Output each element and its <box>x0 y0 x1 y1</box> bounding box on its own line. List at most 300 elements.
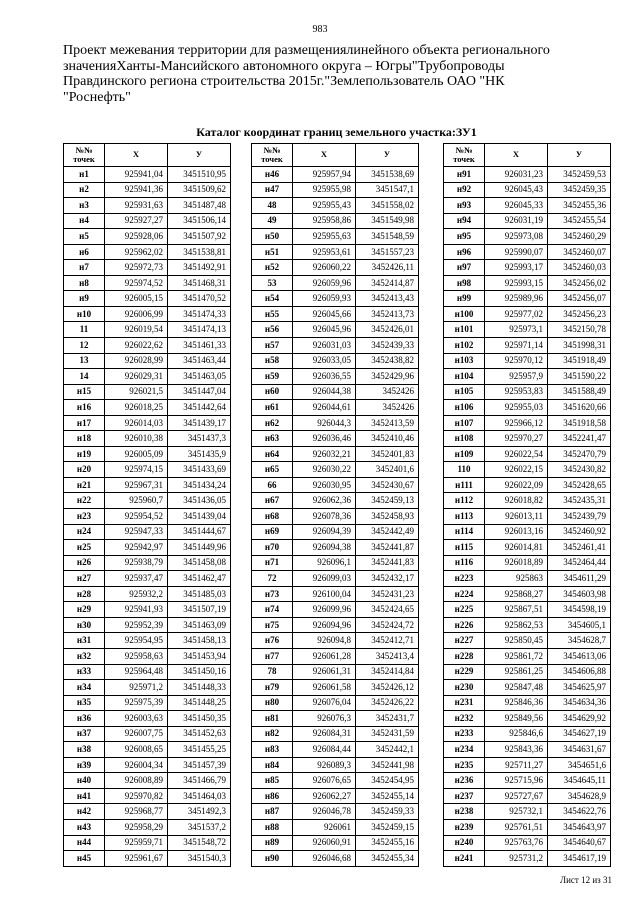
table-row <box>252 338 419 354</box>
point-id-cell: н16 <box>64 400 105 416</box>
y-coordinate-cell: 3452432,17 <box>356 571 419 587</box>
table-row <box>444 788 611 804</box>
point-id-cell: н21 <box>64 477 105 493</box>
x-coordinate-cell: 925958,29 <box>105 819 168 835</box>
header-points-line1: №№ <box>455 144 473 155</box>
title-line: Правдинского региона строительства 2015г."Землепользователь ОАО "НК <box>63 74 505 90</box>
point-id-cell: н241 <box>444 851 485 867</box>
y-coordinate-cell: 3451538,81 <box>168 244 231 260</box>
x-coordinate-cell: 925952,39 <box>105 617 168 633</box>
y-coordinate-cell: 3451458,13 <box>168 633 231 649</box>
table-row <box>64 757 231 773</box>
y-coordinate-cell: 3451436,05 <box>168 493 231 509</box>
x-coordinate-cell: 926032,21 <box>293 446 356 462</box>
point-id-cell: н64 <box>252 446 293 462</box>
header-points-line2: точек <box>453 154 475 164</box>
x-coordinate-cell: 926022,15 <box>485 462 548 478</box>
point-id-cell: н95 <box>444 229 485 245</box>
y-coordinate-cell: 3452439,79 <box>548 509 611 525</box>
y-coordinate-cell: 3451474,13 <box>168 322 231 338</box>
y-coordinate-cell: 3451450,35 <box>168 711 231 727</box>
x-coordinate-cell: 925846,6 <box>485 726 548 742</box>
table-row <box>64 167 231 183</box>
table-row <box>64 493 231 509</box>
y-coordinate-cell: 3452426 <box>356 384 419 400</box>
point-id-cell: н227 <box>444 633 485 649</box>
y-coordinate-cell: 3451548,72 <box>168 835 231 851</box>
table-row <box>64 851 231 867</box>
point-id-cell: н46 <box>252 167 293 183</box>
y-coordinate-cell: 3454605,1 <box>548 617 611 633</box>
y-coordinate-cell: 3451509,62 <box>168 182 231 198</box>
y-coordinate-cell: 3452410,46 <box>356 431 419 447</box>
point-id-cell: 14 <box>64 369 105 385</box>
x-coordinate-cell: 926036,55 <box>293 369 356 385</box>
x-coordinate-cell: 925959,71 <box>105 835 168 851</box>
x-coordinate-cell: 926022,54 <box>485 446 548 462</box>
x-coordinate-cell: 926022,09 <box>485 477 548 493</box>
point-id-cell: н31 <box>64 633 105 649</box>
y-coordinate-cell: 3454645,11 <box>548 773 611 789</box>
x-coordinate-cell: 925974,52 <box>105 275 168 291</box>
y-coordinate-cell: 3454643,97 <box>548 819 611 835</box>
y-coordinate-cell: 3452460,03 <box>548 260 611 276</box>
point-id-cell: н87 <box>252 804 293 820</box>
table-row <box>252 726 419 742</box>
y-coordinate-cell: 3454640,67 <box>548 835 611 851</box>
table-row <box>252 306 419 322</box>
table-row <box>444 400 611 416</box>
point-id-cell: н231 <box>444 695 485 711</box>
x-coordinate-cell: 926044,38 <box>293 384 356 400</box>
x-coordinate-cell: 925993,17 <box>485 260 548 276</box>
x-coordinate-cell: 926094,38 <box>293 540 356 556</box>
point-id-cell: н228 <box>444 648 485 664</box>
table-row <box>64 338 231 354</box>
x-coordinate-cell: 925966,12 <box>485 415 548 431</box>
table-row <box>444 182 611 198</box>
table-header-row <box>444 144 611 167</box>
point-id-cell: н47 <box>252 182 293 198</box>
point-id-cell: 72 <box>252 571 293 587</box>
point-id-cell: н20 <box>64 462 105 478</box>
table-row <box>444 742 611 758</box>
y-coordinate-cell: 3451444,67 <box>168 524 231 540</box>
x-coordinate-cell: 925941,04 <box>105 167 168 183</box>
y-coordinate-cell: 3451462,47 <box>168 571 231 587</box>
table-row <box>444 586 611 602</box>
point-id-cell: 13 <box>64 353 105 369</box>
y-coordinate-cell: 3451439,04 <box>168 509 231 525</box>
point-id-cell: н15 <box>64 384 105 400</box>
coordinate-table <box>63 143 231 867</box>
y-coordinate-cell: 3452455,14 <box>356 788 419 804</box>
point-id-cell: н89 <box>252 835 293 851</box>
table-row <box>444 167 611 183</box>
table-row <box>444 369 611 385</box>
y-coordinate-cell: 3451470,52 <box>168 291 231 307</box>
y-coordinate-cell: 3452456,02 <box>548 275 611 291</box>
table-row <box>444 571 611 587</box>
point-id-cell: н59 <box>252 369 293 385</box>
y-coordinate-cell: 3452454,95 <box>356 773 419 789</box>
y-coordinate-cell: 3452455,34 <box>356 851 419 867</box>
x-coordinate-cell: 925931,63 <box>105 198 168 214</box>
point-id-cell: н24 <box>64 524 105 540</box>
y-coordinate-cell: 3452442,49 <box>356 524 419 540</box>
x-coordinate-cell: 926062,27 <box>293 788 356 804</box>
y-coordinate-cell: 3452459,33 <box>356 804 419 820</box>
x-coordinate-cell: 925763,76 <box>485 835 548 851</box>
y-coordinate-cell: 3451492,3 <box>168 804 231 820</box>
point-id-cell: н113 <box>444 509 485 525</box>
y-coordinate-cell: 3452429,96 <box>356 369 419 385</box>
y-coordinate-cell: 3451540,3 <box>168 851 231 867</box>
point-id-cell: н74 <box>252 602 293 618</box>
y-coordinate-cell: 3451452,63 <box>168 726 231 742</box>
y-coordinate-cell: 3454629,92 <box>548 711 611 727</box>
x-coordinate-cell: 926061,58 <box>293 680 356 696</box>
point-id-cell: н107 <box>444 415 485 431</box>
table-row <box>252 509 419 525</box>
table-row <box>444 819 611 835</box>
x-coordinate-cell: 925953,61 <box>293 244 356 260</box>
y-coordinate-cell: 3452442,1 <box>356 742 419 758</box>
x-coordinate-cell: 925968,77 <box>105 804 168 820</box>
table-row <box>444 384 611 400</box>
table-row <box>64 400 231 416</box>
point-id-cell: н60 <box>252 384 293 400</box>
table-row <box>252 773 419 789</box>
y-coordinate-cell: 3451463,09 <box>168 617 231 633</box>
x-coordinate-cell: 926028,99 <box>105 353 168 369</box>
table-row <box>252 353 419 369</box>
x-coordinate-cell: 925941,36 <box>105 182 168 198</box>
point-id-cell: н92 <box>444 182 485 198</box>
y-coordinate-cell: 3452441,87 <box>356 540 419 556</box>
x-coordinate-cell: 925846,36 <box>485 695 548 711</box>
y-coordinate-cell: 3452413,43 <box>356 291 419 307</box>
point-id-cell: н88 <box>252 819 293 835</box>
header-x: X <box>105 144 168 167</box>
y-coordinate-cell: 3451918,49 <box>548 353 611 369</box>
point-id-cell: н237 <box>444 788 485 804</box>
table-row <box>444 291 611 307</box>
x-coordinate-cell: 925955,98 <box>293 182 356 198</box>
y-coordinate-cell: 3452431,59 <box>356 726 419 742</box>
y-coordinate-cell: 3451447,04 <box>168 384 231 400</box>
y-coordinate-cell: 3451461,33 <box>168 338 231 354</box>
table-row <box>64 711 231 727</box>
x-coordinate-cell: 925868,27 <box>485 586 548 602</box>
table-row <box>444 338 611 354</box>
point-id-cell: н104 <box>444 369 485 385</box>
table-row <box>64 198 231 214</box>
point-id-cell: н91 <box>444 167 485 183</box>
point-id-cell: н52 <box>252 260 293 276</box>
table-row <box>64 384 231 400</box>
point-id-cell: н69 <box>252 524 293 540</box>
x-coordinate-cell: 926060,22 <box>293 260 356 276</box>
x-coordinate-cell: 926076,04 <box>293 695 356 711</box>
x-coordinate-cell: 925970,27 <box>485 431 548 447</box>
point-id-cell: н225 <box>444 602 485 618</box>
x-coordinate-cell: 925970,82 <box>105 788 168 804</box>
y-coordinate-cell: 3452401,6 <box>356 462 419 478</box>
table-row <box>252 540 419 556</box>
y-coordinate-cell: 3452414,87 <box>356 275 419 291</box>
y-coordinate-cell: 3454627,19 <box>548 726 611 742</box>
x-coordinate-cell: 926045,33 <box>485 198 548 214</box>
table-row <box>64 446 231 462</box>
point-id-cell: н94 <box>444 213 485 229</box>
point-id-cell: 78 <box>252 664 293 680</box>
point-id-cell: н39 <box>64 757 105 773</box>
table-row <box>64 695 231 711</box>
table-row <box>252 446 419 462</box>
x-coordinate-cell: 925715,96 <box>485 773 548 789</box>
x-coordinate-cell: 925970,12 <box>485 353 548 369</box>
x-coordinate-cell: 926084,31 <box>293 726 356 742</box>
x-coordinate-cell: 925937,47 <box>105 571 168 587</box>
table-row <box>252 742 419 758</box>
point-id-cell: н45 <box>64 851 105 867</box>
point-id-cell: н229 <box>444 664 485 680</box>
y-coordinate-cell: 3451485,03 <box>168 586 231 602</box>
y-coordinate-cell: 3452441,83 <box>356 555 419 571</box>
x-coordinate-cell: 926031,19 <box>485 213 548 229</box>
point-id-cell: н73 <box>252 586 293 602</box>
point-id-cell: н6 <box>64 244 105 260</box>
y-coordinate-cell: 3451466,79 <box>168 773 231 789</box>
y-coordinate-cell: 3452470,79 <box>548 446 611 462</box>
y-coordinate-cell: 3451588,49 <box>548 384 611 400</box>
table-row <box>444 617 611 633</box>
y-coordinate-cell: 3451998,31 <box>548 338 611 354</box>
table-row <box>64 633 231 649</box>
table-row <box>444 306 611 322</box>
header-points-line1: №№ <box>75 144 93 155</box>
title-line: Проект межевания территории для размещениялинейного объекта регионального <box>63 43 550 58</box>
y-coordinate-cell: 3452459,35 <box>548 182 611 198</box>
x-coordinate-cell: 925967,31 <box>105 477 168 493</box>
point-id-cell: н68 <box>252 509 293 525</box>
x-coordinate-cell: 926036,46 <box>293 431 356 447</box>
x-coordinate-cell: 925974,15 <box>105 462 168 478</box>
table-row <box>444 680 611 696</box>
table-row <box>252 260 419 276</box>
y-coordinate-cell: 3452431,7 <box>356 711 419 727</box>
table-row <box>64 742 231 758</box>
point-id-cell: н116 <box>444 555 485 571</box>
y-coordinate-cell: 3451457,39 <box>168 757 231 773</box>
point-id-cell: н38 <box>64 742 105 758</box>
x-coordinate-cell: 926031,23 <box>485 167 548 183</box>
y-coordinate-cell: 3451433,69 <box>168 462 231 478</box>
x-coordinate-cell: 925957,9 <box>485 369 548 385</box>
point-id-cell: н79 <box>252 680 293 696</box>
y-coordinate-cell: 3451455,25 <box>168 742 231 758</box>
table-row <box>64 213 231 229</box>
x-coordinate-cell: 926100,04 <box>293 586 356 602</box>
table-row <box>64 664 231 680</box>
table-row <box>64 477 231 493</box>
point-id-cell: н34 <box>64 680 105 696</box>
point-id-cell: н42 <box>64 804 105 820</box>
y-coordinate-cell: 3451448,25 <box>168 695 231 711</box>
y-coordinate-cell: 3454613,06 <box>548 648 611 664</box>
y-coordinate-cell: 3452464,44 <box>548 555 611 571</box>
y-coordinate-cell: 3452460,29 <box>548 229 611 245</box>
x-coordinate-cell: 925928,06 <box>105 229 168 245</box>
x-coordinate-cell: 926045,96 <box>293 322 356 338</box>
point-id-cell: 11 <box>64 322 105 338</box>
catalog-caption: Каталог координат границ земельного участка:ЗУ1 <box>196 125 477 139</box>
table-row <box>252 835 419 851</box>
point-id-cell: н234 <box>444 742 485 758</box>
x-coordinate-cell: 925964,48 <box>105 664 168 680</box>
point-id-cell: н232 <box>444 711 485 727</box>
table-row <box>64 788 231 804</box>
point-id-cell: н84 <box>252 757 293 773</box>
x-coordinate-cell: 925954,95 <box>105 633 168 649</box>
coordinate-table <box>443 143 611 867</box>
x-coordinate-cell: 925957,94 <box>293 167 356 183</box>
table-row <box>64 509 231 525</box>
x-coordinate-cell: 925849,56 <box>485 711 548 727</box>
table-row <box>444 477 611 493</box>
y-coordinate-cell: 3452424,65 <box>356 602 419 618</box>
table-row <box>444 804 611 820</box>
point-id-cell: н236 <box>444 773 485 789</box>
table-row <box>444 695 611 711</box>
y-coordinate-cell: 3452439,33 <box>356 338 419 354</box>
table-row <box>252 369 419 385</box>
table-row <box>252 275 419 291</box>
point-id-cell: н85 <box>252 773 293 789</box>
y-coordinate-cell: 3452438,82 <box>356 353 419 369</box>
y-coordinate-cell: 3451435,9 <box>168 446 231 462</box>
point-id-cell: н28 <box>64 586 105 602</box>
x-coordinate-cell: 925960,7 <box>105 493 168 509</box>
point-id-cell: н32 <box>64 648 105 664</box>
point-id-cell: н44 <box>64 835 105 851</box>
table-row <box>252 182 419 198</box>
x-coordinate-cell: 926076,65 <box>293 773 356 789</box>
point-id-cell: н112 <box>444 493 485 509</box>
table-row <box>444 322 611 338</box>
x-coordinate-cell: 926018,25 <box>105 400 168 416</box>
table-row <box>64 353 231 369</box>
y-coordinate-cell: 3452426,11 <box>356 260 419 276</box>
table-row <box>252 167 419 183</box>
y-coordinate-cell: 3451487,48 <box>168 198 231 214</box>
y-coordinate-cell: 3452460,07 <box>548 244 611 260</box>
y-coordinate-cell: 3452461,41 <box>548 540 611 556</box>
coordinate-table <box>251 143 419 867</box>
table-row <box>64 322 231 338</box>
table-row <box>444 664 611 680</box>
point-id-cell: н19 <box>64 446 105 462</box>
point-id-cell: 48 <box>252 198 293 214</box>
table-row <box>64 369 231 385</box>
point-id-cell: н62 <box>252 415 293 431</box>
table-row <box>444 431 611 447</box>
table-row <box>252 788 419 804</box>
x-coordinate-cell: 926061,31 <box>293 664 356 680</box>
y-coordinate-cell: 3452456,07 <box>548 291 611 307</box>
y-coordinate-cell: 3451549,98 <box>356 213 419 229</box>
x-coordinate-cell: 926003,63 <box>105 711 168 727</box>
y-coordinate-cell: 3451458,08 <box>168 555 231 571</box>
x-coordinate-cell: 925975,39 <box>105 695 168 711</box>
x-coordinate-cell: 925927,27 <box>105 213 168 229</box>
header-y: У <box>356 144 419 167</box>
x-coordinate-cell: 925941,93 <box>105 602 168 618</box>
x-coordinate-cell: 925942,97 <box>105 540 168 556</box>
x-coordinate-cell: 926044,3 <box>293 415 356 431</box>
y-coordinate-cell: 3451547,1 <box>356 182 419 198</box>
x-coordinate-cell: 925861,25 <box>485 664 548 680</box>
y-coordinate-cell: 3454598,19 <box>548 602 611 618</box>
table-row <box>444 726 611 742</box>
x-coordinate-cell: 926014,81 <box>485 540 548 556</box>
y-coordinate-cell: 3451620,66 <box>548 400 611 416</box>
point-id-cell: 12 <box>64 338 105 354</box>
table-header-row <box>64 144 231 167</box>
x-coordinate-cell: 926005,15 <box>105 291 168 307</box>
table-row <box>252 229 419 245</box>
y-coordinate-cell: 3451463,05 <box>168 369 231 385</box>
table-header-row <box>252 144 419 167</box>
point-id-cell: н43 <box>64 819 105 835</box>
table-row <box>252 851 419 867</box>
point-id-cell: н33 <box>64 664 105 680</box>
point-id-cell: н8 <box>64 275 105 291</box>
table-row <box>444 602 611 618</box>
point-id-cell: н90 <box>252 851 293 867</box>
point-id-cell: н240 <box>444 835 485 851</box>
table-row <box>252 819 419 835</box>
point-id-cell: н81 <box>252 711 293 727</box>
point-id-cell: н109 <box>444 446 485 462</box>
point-id-cell: н96 <box>444 244 485 260</box>
table-row <box>444 540 611 556</box>
point-id-cell: н115 <box>444 540 485 556</box>
y-coordinate-cell: 3452455,36 <box>548 198 611 214</box>
x-coordinate-cell: 925958,86 <box>293 213 356 229</box>
y-coordinate-cell: 3452241,47 <box>548 431 611 447</box>
x-coordinate-cell: 925862,53 <box>485 617 548 633</box>
title-line: "Роснефть" <box>63 89 131 105</box>
y-coordinate-cell: 3452426 <box>356 400 419 416</box>
table-row <box>252 493 419 509</box>
y-coordinate-cell: 3454628,7 <box>548 633 611 649</box>
point-id-cell: н35 <box>64 695 105 711</box>
table-row <box>444 835 611 851</box>
table-row <box>64 835 231 851</box>
y-coordinate-cell: 3454625,97 <box>548 680 611 696</box>
x-coordinate-cell: 926030,22 <box>293 462 356 478</box>
x-coordinate-cell: 925989,96 <box>485 291 548 307</box>
table-row <box>252 213 419 229</box>
table-row <box>252 477 419 493</box>
y-coordinate-cell: 3451590,22 <box>548 369 611 385</box>
table-row <box>444 509 611 525</box>
y-coordinate-cell: 3452414,84 <box>356 664 419 680</box>
x-coordinate-cell: 925971,2 <box>105 680 168 696</box>
y-coordinate-cell: 3451463,44 <box>168 353 231 369</box>
